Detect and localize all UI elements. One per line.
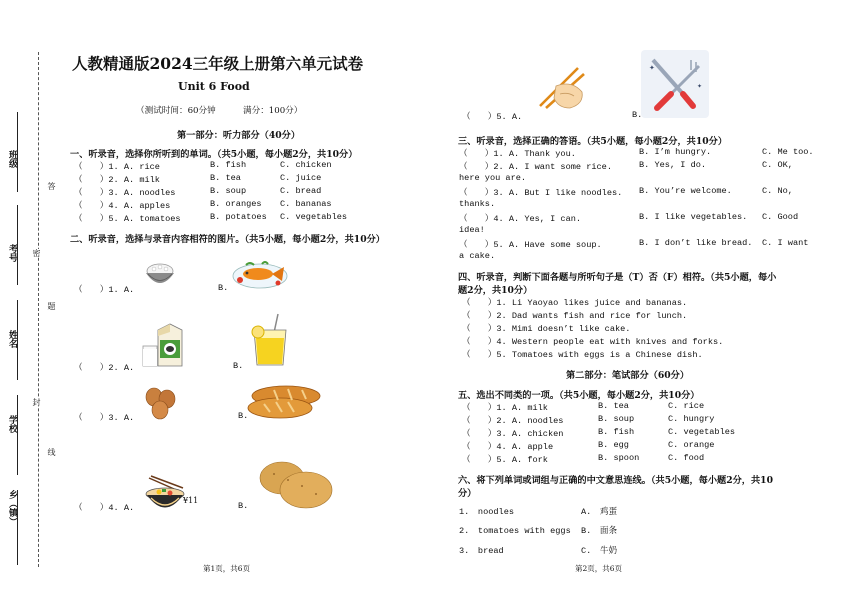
knife-fork-icon: [641, 50, 709, 118]
option-b: B. spoon: [598, 453, 640, 463]
match-meaning: A. 鸡蛋: [581, 507, 618, 517]
question-row: （ ）1. A. milk: [462, 403, 548, 413]
seal-char: 密: [32, 249, 41, 257]
question-row: （ ）3. A.: [74, 413, 135, 423]
seal-char: 封: [32, 398, 41, 406]
class-label: 班级: [7, 150, 17, 168]
question-row: （ ）5. A.: [462, 112, 523, 122]
svg-text:✦: ✦: [649, 64, 655, 72]
seal-char: 线: [47, 448, 56, 456]
option-c: C. vegetables: [280, 212, 348, 222]
milk-carton-icon: [140, 322, 186, 368]
question-row: （ ）4. A. apple: [462, 442, 554, 452]
question-row: （ ）4. A. apples: [74, 201, 171, 211]
option-c: C. bananas: [280, 199, 332, 209]
page2-footer: 第2页，共6页: [575, 564, 623, 573]
part1-heading: 第一部分：听力部分（40分）: [177, 130, 301, 141]
match-meaning: B. 面条: [581, 526, 618, 536]
option-b: B.: [218, 283, 229, 293]
option-c: C. vegetables: [668, 427, 736, 437]
test-time: （测试时间：60分钟: [136, 106, 216, 116]
rice-bowl-icon: [143, 259, 177, 289]
question-row: （ ）2. A. I want some rice.: [459, 162, 612, 172]
option-b: B. potatoes: [210, 212, 267, 222]
unit-title: Unit 6 Food: [178, 80, 250, 93]
section5-heading: 五、选出不同类的一项。（共5小题，每小题2分，共10分）: [458, 390, 700, 401]
town-label: 乡（镇）: [7, 490, 17, 526]
option-b: B.: [238, 501, 249, 511]
question-row: （ ）3. A. noodles: [74, 188, 176, 198]
option-b: B. You’re welcome.: [639, 186, 732, 196]
name-underline: [17, 300, 18, 380]
question-row: （ ）1. A. Thank you.: [459, 149, 576, 159]
town-underline: [17, 490, 18, 565]
section6-heading: 六、将下列单词或词组与正确的中文意思连线。（共5小题，每小题2分，共10: [458, 475, 773, 486]
exam-number-underline: [17, 205, 18, 285]
option-b: B. oranges: [210, 199, 262, 209]
potatoes-icon: [256, 458, 336, 510]
section3-heading: 三、听录音，选择正确的答语。（共5小题，每小题2分，共10分）: [458, 136, 728, 147]
option-b: B. egg: [598, 440, 629, 450]
name-label: 姓名: [7, 330, 17, 348]
question-row: （ ）4. A. Yes, I can.: [459, 214, 582, 224]
question-row: （ ）4. A.: [74, 503, 135, 513]
option-c-wrap: here you are.: [459, 173, 527, 183]
option-c: C. rice: [668, 401, 705, 411]
question-row: （ ）2. A. noodles: [462, 416, 564, 426]
option-c-wrap: idea!: [459, 225, 485, 235]
question-row: （ ）5. A. Have some soup.: [459, 240, 602, 250]
option-c: C. Good: [762, 212, 799, 222]
option-c-wrap: a cake.: [459, 251, 496, 261]
option-b: B. tea: [210, 173, 241, 183]
seal-char: 题: [47, 302, 56, 310]
binding-strip: [0, 0, 60, 607]
option-c: C. bread: [280, 186, 322, 196]
chopsticks-icon: [536, 64, 588, 110]
bread-icon: [246, 382, 322, 422]
option-c: C. juice: [280, 173, 322, 183]
school-underline: [17, 395, 18, 475]
question-row: （ ）5. A. tomatoes: [74, 214, 181, 224]
option-b: B. tea: [598, 401, 629, 411]
option-c: C. chicken: [280, 160, 332, 170]
option-b: B. I like vegetables.: [639, 212, 748, 222]
exam-title: 人教精通版2024三年级上册第六单元试卷: [72, 54, 364, 73]
statement-row: （ ）1. Li Yaoyao likes juice and bananas.: [462, 298, 688, 308]
question-row: （ ）3. A. chicken: [462, 429, 564, 439]
option-c-wrap: thanks.: [459, 199, 496, 209]
full-score: 满分：100分）: [243, 106, 303, 116]
price-tag: ¥11: [183, 496, 199, 505]
option-b: B. soup: [598, 414, 635, 424]
question-row: （ ）1. A.: [74, 285, 135, 295]
statement-row: （ ）5. Tomatoes with eggs is a Chinese dish.: [462, 350, 703, 360]
match-item: 3. bread: [459, 546, 504, 556]
option-c: C. hungry: [668, 414, 715, 424]
question-row: （ ）2. A.: [74, 363, 135, 373]
svg-text:✦: ✦: [697, 83, 703, 90]
option-c: C. OK,: [762, 160, 793, 170]
section4-heading: 四、听录音，判断下面各题与所听句子是（T）否（F）相符。（共5小题，每小: [458, 272, 777, 283]
section4-heading-cont: 题2分，共10分）: [458, 285, 533, 296]
section1-heading: 一、听录音，选择你所听到的单词。（共5小题，每小题2分，共10分）: [70, 149, 358, 160]
option-c: C. orange: [668, 440, 715, 450]
option-b: B. soup: [210, 186, 247, 196]
section6-heading-cont: 分）: [458, 488, 477, 499]
question-row: （ ）2. A. milk: [74, 175, 160, 185]
eggs-icon: [143, 386, 177, 420]
statement-row: （ ）4. Western people eat with knives and forks.: [462, 337, 724, 347]
option-b: B.: [238, 411, 249, 421]
question-row: （ ）3. A. But I like noodles.: [459, 188, 623, 198]
option-c: C. I want: [762, 238, 809, 248]
seal-line: [38, 52, 39, 567]
seal-char: 答: [47, 182, 56, 190]
question-row: （ ）5. A. fork: [462, 455, 548, 465]
match-item: 1. noodles: [459, 507, 515, 517]
statement-row: （ ）2. Dad wants fish and rice for lunch.: [462, 311, 688, 321]
part2-heading: 第二部分：笔试部分（60分）: [566, 370, 690, 381]
exam-number-label: 考号: [7, 244, 17, 262]
school-label: 学校: [7, 415, 17, 433]
class-underline: [17, 112, 18, 192]
option-b: B. fish: [210, 160, 247, 170]
option-b: B. Yes, I do.: [639, 160, 707, 170]
option-b: B. I don’t like bread.: [639, 238, 753, 248]
option-c: C. Me too.: [762, 147, 814, 157]
fish-dish-icon: [232, 256, 288, 290]
match-meaning: C. 牛奶: [581, 546, 618, 556]
statement-row: （ ）3. Mimi doesn’t like cake.: [462, 324, 631, 334]
option-c: C. food: [668, 453, 705, 463]
option-b: B.: [233, 361, 244, 371]
section2-heading: 二、听录音，选择与录音内容相符的图片。（共5小题，每小题2分，共10分）: [70, 234, 385, 245]
option-b: B. I’m hungry.: [639, 147, 712, 157]
option-b: B.: [632, 110, 643, 120]
noodle-bowl-icon: [143, 474, 187, 514]
match-item: 2. tomatoes with eggs: [459, 526, 571, 536]
option-b: B. fish: [598, 427, 635, 437]
page1-footer: 第1页，共6页: [203, 564, 251, 573]
juice-glass-icon: [248, 312, 292, 368]
question-row: （ ）1. A. rice: [74, 162, 160, 172]
option-c: C. No,: [762, 186, 793, 196]
